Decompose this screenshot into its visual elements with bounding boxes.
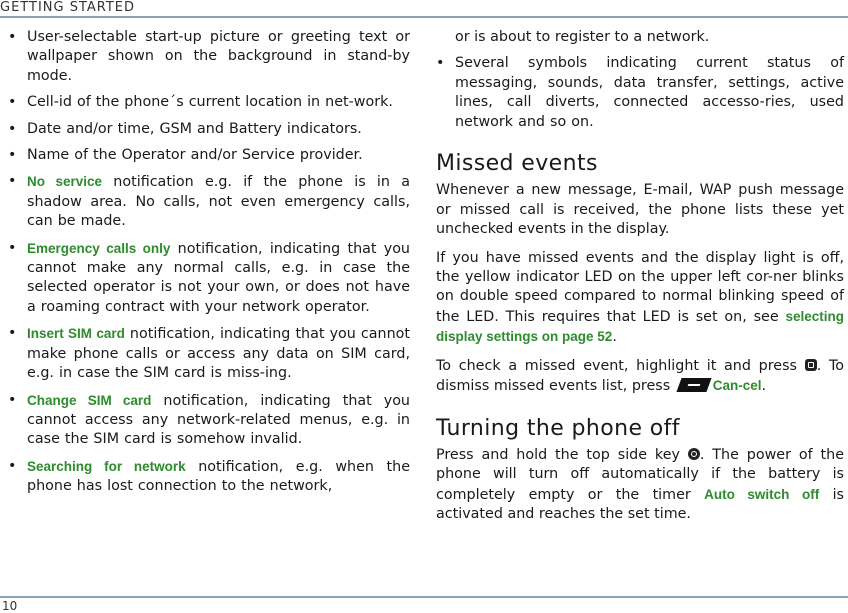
para-text-mid: . To dismiss missed events list, press <box>436 357 844 395</box>
list-item <box>8 324 410 383</box>
missed-events-heading: Missed events <box>436 151 598 177</box>
list-item <box>8 239 410 318</box>
item-text: notification, indicating that you cannot make any normal calls, e.g. in case the selected operator is not your own, or does not have a roaming contract with your network operator. <box>27 240 410 315</box>
turning-off-para <box>436 446 844 525</box>
select-key-icon <box>805 359 817 371</box>
bullet: • <box>8 120 17 137</box>
display-settings-link[interactable]: selecting display settings on page 52 <box>436 308 844 345</box>
bullet: • <box>8 94 17 111</box>
keyword-emergency-calls-only: Emergency calls only <box>27 240 171 256</box>
para-text: Press and hold the top side key <box>436 446 688 463</box>
list-continuation: or is about to register to a network. <box>455 29 710 45</box>
list-item <box>8 146 410 165</box>
turning-off-heading: Turning the phone off <box>436 415 680 441</box>
bullet: • <box>8 239 17 256</box>
item-text: notification e.g. if the phone is in a shadow area. No calls, not even emergency calls, can be made. <box>27 174 411 230</box>
list-item <box>8 28 410 86</box>
bullet: • <box>8 325 17 342</box>
para-text-end: . <box>761 378 767 395</box>
status-list <box>436 54 844 132</box>
item-text: Cell-id of the phone´s current location in net-work. <box>27 94 393 111</box>
footer-rule <box>0 596 848 598</box>
missed-events-para-3 <box>436 357 844 397</box>
item-text: notification, e.g. when the phone has lost connection to the network, <box>27 458 410 495</box>
cancel-keyword: Can-cel <box>712 378 762 394</box>
softkey-icon <box>676 378 711 392</box>
keyword-no-service: No service <box>27 174 103 190</box>
item-text: notification, indicating that you cannot access any network-related menus, e.g. in case the SIM card is somehow invalid. <box>27 392 410 448</box>
page-number: 10 <box>2 599 18 613</box>
header-rule <box>0 16 848 18</box>
para-text-end: . <box>612 329 617 346</box>
list-item <box>436 54 844 132</box>
item-text: Date and/or time, GSM and Battery indicators. <box>27 120 362 137</box>
bullet: • <box>8 29 17 45</box>
auto-switch-off-keyword: Auto switch off <box>704 486 820 502</box>
bullet: • <box>8 173 17 190</box>
list-item <box>8 391 410 450</box>
para-text-end: is activated and reaches the set time. <box>436 486 844 523</box>
list-item <box>8 172 410 231</box>
left-column <box>8 28 410 504</box>
right-column <box>436 28 844 534</box>
missed-events-para-2 <box>436 249 844 348</box>
power-key-icon <box>688 448 700 460</box>
page-header <box>0 0 848 18</box>
keyword-searching-for-network: Searching for network <box>27 458 186 474</box>
item-text: Name of the Operator and/or Service provider. <box>27 147 363 164</box>
bullet: • <box>8 457 17 474</box>
indicator-list <box>8 28 410 497</box>
keyword-insert-sim-card: Insert SIM card <box>27 326 125 342</box>
bullet: • <box>8 147 17 164</box>
para-text-mid: . The power of the phone will turn off automatically if the battery is completely empty or the timer <box>436 446 845 503</box>
para-text: If you have missed events and the display light is off, the yellow indicator LED on the upper left cor-ner blinks on double speed compared to normal blinking speed of the LED. This requires that LED is set on, see <box>436 249 844 325</box>
bullet: • <box>436 55 445 72</box>
missed-events-para-1: Whenever a new message, E-mail, WAP push message or missed call is received, the phone lists these yet unchecked events in the display. <box>436 182 844 238</box>
item-text: Several symbols indicating current status of messaging, sounds, data transfer, settings, active lines, call diverts, connected accesso-ries, used network and so on. <box>455 55 844 130</box>
list-item <box>8 457 410 497</box>
bullet: • <box>8 391 17 408</box>
item-text: User-selectable start-up picture or greeting text or wallpaper shown on the background in stand-by mode. <box>27 29 410 84</box>
item-text: notification, indicating that you cannot make phone calls or access any data on SIM card, e.g. in case the SIM card is miss-ing. <box>27 326 411 382</box>
list-item <box>8 120 410 139</box>
para-text: To check a missed event, highlight it and press <box>436 357 805 374</box>
keyword-change-sim-card: Change SIM card <box>27 392 152 408</box>
list-item <box>8 93 410 112</box>
section-title: GETTING STARTED <box>0 0 136 15</box>
